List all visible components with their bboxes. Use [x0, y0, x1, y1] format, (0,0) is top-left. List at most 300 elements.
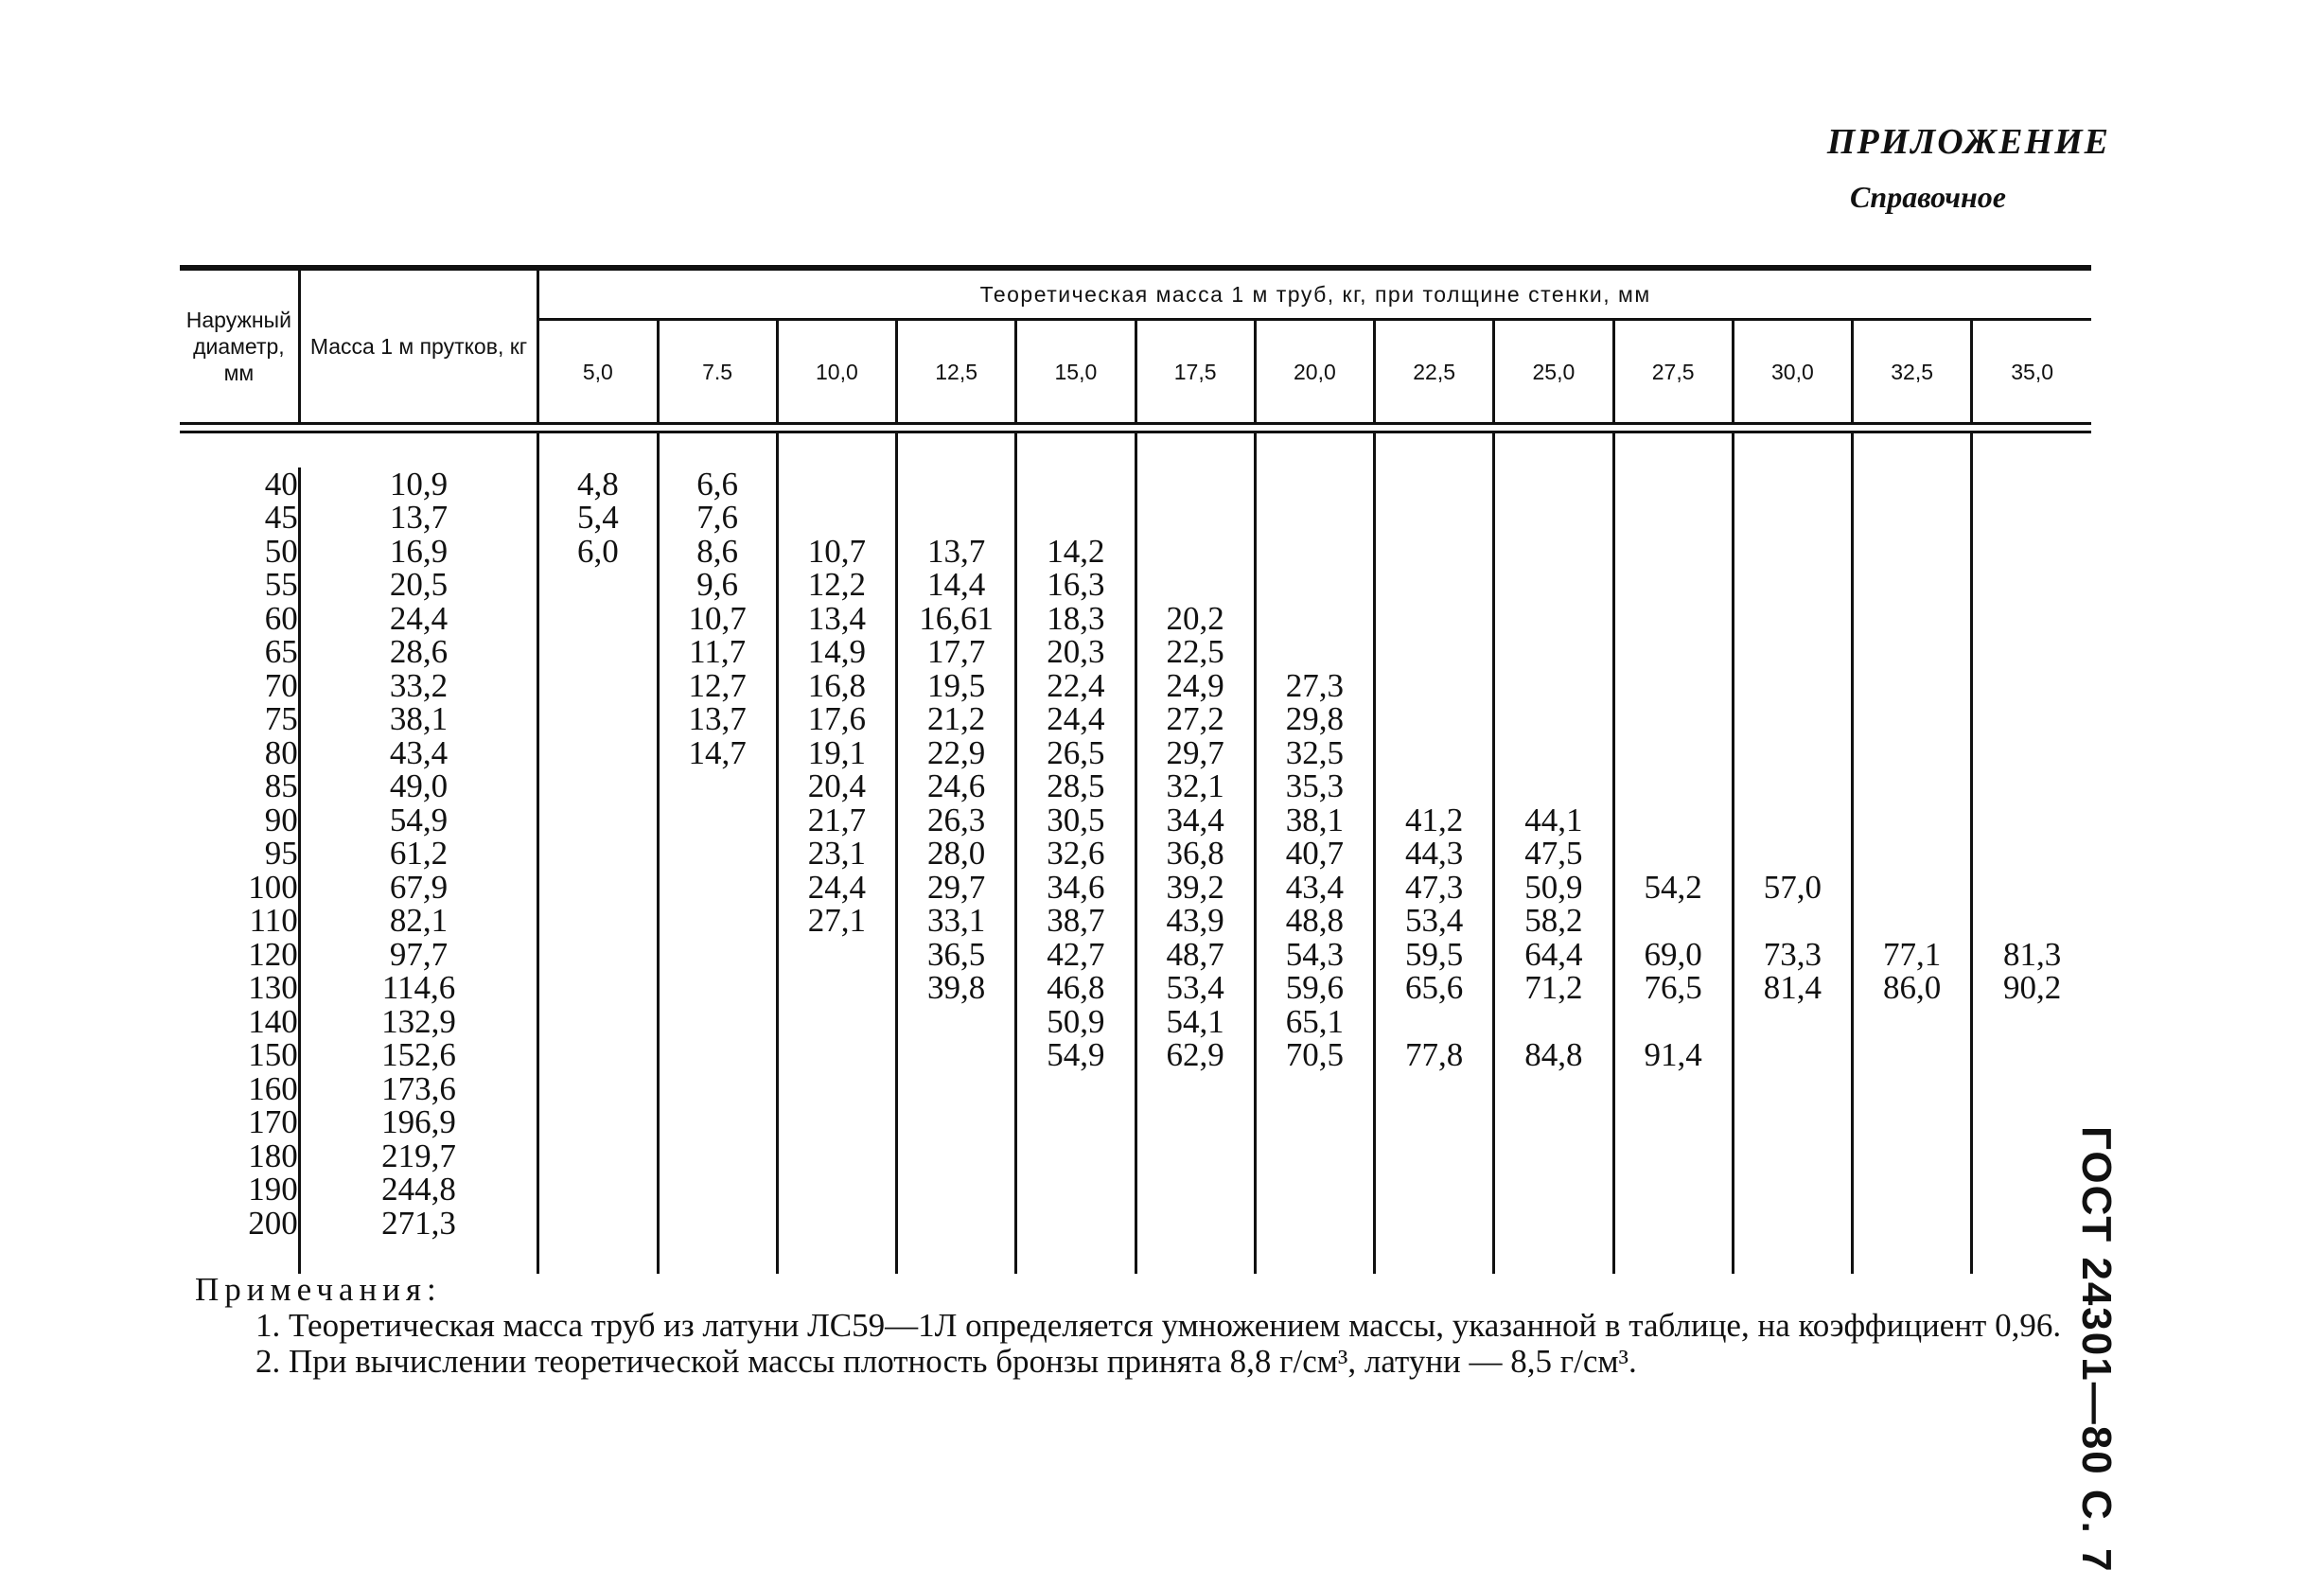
- cell-tube-mass: [1255, 602, 1374, 636]
- cell-tube-mass: 48,7: [1136, 938, 1255, 972]
- cell-tube-mass: [1853, 736, 1972, 770]
- cell-tube-mass: [1494, 736, 1613, 770]
- cell-tube-mass: [1494, 535, 1613, 569]
- cell-tube-mass: [1972, 702, 2091, 736]
- cell-tube-mass: [658, 769, 777, 803]
- cell-diameter: 150: [180, 1038, 299, 1072]
- cell-diameter: 190: [180, 1173, 299, 1207]
- cell-tube-mass: 28,5: [1016, 769, 1136, 803]
- table-row: [180, 535, 2091, 569]
- cell-tube-mass: [1613, 602, 1733, 636]
- cell-tube-mass: [658, 837, 777, 871]
- cell-tube-mass: 10,7: [658, 602, 777, 636]
- cell-tube-mass: 35,3: [1255, 769, 1374, 803]
- cell-tube-mass: [538, 568, 658, 602]
- cell-tube-mass: [1733, 736, 1852, 770]
- table-row: [180, 1139, 2091, 1173]
- cell-tube-mass: [1613, 837, 1733, 871]
- cell-tube-mass: [1494, 568, 1613, 602]
- cell-tube-mass: 70,5: [1255, 1038, 1374, 1072]
- cell-tube-mass: [1375, 702, 1494, 736]
- cell-tube-mass: [777, 1072, 896, 1106]
- cell-tube-mass: 65,6: [1375, 971, 1494, 1005]
- cell-tube-mass: 86,0: [1853, 971, 1972, 1005]
- cell-tube-mass: [538, 1105, 658, 1139]
- cell-tube-mass: [1375, 635, 1494, 669]
- table-row: [180, 702, 2091, 736]
- header-outer-diameter: Наружный диаметр, мм: [180, 271, 299, 424]
- cell-diameter: 140: [180, 1005, 299, 1039]
- cell-tube-mass: [1853, 1173, 1972, 1207]
- cell-tube-mass: [1853, 501, 1972, 535]
- cell-tube-mass: 14,2: [1016, 535, 1136, 569]
- cell-tube-mass: [1972, 635, 2091, 669]
- cell-tube-mass: [1494, 635, 1613, 669]
- cell-diameter: 85: [180, 769, 299, 803]
- cell-tube-mass: 54,3: [1255, 938, 1374, 972]
- cell-tube-mass: [1375, 1173, 1494, 1207]
- cell-tube-mass: [1613, 769, 1733, 803]
- cell-tube-mass: [1733, 1005, 1852, 1039]
- cell-tube-mass: 81,4: [1733, 971, 1852, 1005]
- cell-tube-mass: 16,3: [1016, 568, 1136, 602]
- cell-tube-mass: [777, 1038, 896, 1072]
- appendix-title: ПРИЛОЖЕНИЕ: [1826, 122, 2110, 162]
- cell-tube-mass: [658, 1005, 777, 1039]
- cell-tube-mass: 38,1: [1255, 803, 1374, 838]
- cell-tube-mass: 41,2: [1375, 803, 1494, 838]
- cell-tube-mass: [538, 971, 658, 1005]
- cell-rod-mass: 38,1: [299, 702, 538, 736]
- cell-tube-mass: [1375, 1139, 1494, 1173]
- cell-diameter: 70: [180, 669, 299, 703]
- cell-tube-mass: 65,1: [1255, 1005, 1374, 1039]
- note-item: 1. Теоретическая масса труб из латуни ЛС59—1Л определяется умножением массы, указанной в таблице, на коэффициент 0,96.: [255, 1307, 2062, 1344]
- cell-tube-mass: [1972, 467, 2091, 502]
- cell-diameter: 130: [180, 971, 299, 1005]
- cell-tube-mass: [658, 1072, 777, 1106]
- table-row: [180, 1072, 2091, 1106]
- cell-tube-mass: [538, 769, 658, 803]
- cell-tube-mass: 29,8: [1255, 702, 1374, 736]
- table-row: [180, 871, 2091, 905]
- cell-tube-mass: [1375, 467, 1494, 502]
- cell-tube-mass: [1494, 1105, 1613, 1139]
- cell-tube-mass: [1613, 501, 1733, 535]
- table-row: [180, 602, 2091, 636]
- cell-tube-mass: [1375, 769, 1494, 803]
- cell-tube-mass: [1136, 1173, 1255, 1207]
- cell-tube-mass: [1375, 1207, 1494, 1241]
- cell-diameter: 80: [180, 736, 299, 770]
- cell-tube-mass: 64,4: [1494, 938, 1613, 972]
- cell-tube-mass: 5,4: [538, 501, 658, 535]
- cell-tube-mass: [1972, 837, 2091, 871]
- cell-tube-mass: [897, 1005, 1016, 1039]
- cell-tube-mass: 27,3: [1255, 669, 1374, 703]
- cell-tube-mass: [1853, 1207, 1972, 1241]
- cell-tube-mass: 77,1: [1853, 938, 1972, 972]
- cell-tube-mass: [1972, 1072, 2091, 1106]
- cell-tube-mass: 12,2: [777, 568, 896, 602]
- cell-tube-mass: [1613, 736, 1733, 770]
- cell-tube-mass: [1016, 1072, 1136, 1106]
- cell-tube-mass: [658, 1139, 777, 1173]
- cell-tube-mass: 27,1: [777, 904, 896, 938]
- header-thickness: 25,0: [1494, 320, 1613, 424]
- cell-tube-mass: 21,7: [777, 803, 896, 838]
- cell-tube-mass: 19,1: [777, 736, 896, 770]
- cell-rod-mass: 43,4: [299, 736, 538, 770]
- table-row: [180, 1173, 2091, 1207]
- cell-tube-mass: [538, 938, 658, 972]
- cell-tube-mass: [538, 702, 658, 736]
- cell-tube-mass: [1613, 1207, 1733, 1241]
- cell-tube-mass: [538, 669, 658, 703]
- cell-tube-mass: 47,5: [1494, 837, 1613, 871]
- cell-tube-mass: [777, 971, 896, 1005]
- cell-tube-mass: [1972, 736, 2091, 770]
- cell-tube-mass: 91,4: [1613, 1038, 1733, 1072]
- table-row: [180, 568, 2091, 602]
- cell-tube-mass: [1375, 1105, 1494, 1139]
- table-row: [180, 736, 2091, 770]
- cell-diameter: 170: [180, 1105, 299, 1139]
- cell-tube-mass: 54,1: [1136, 1005, 1255, 1039]
- cell-tube-mass: 77,8: [1375, 1038, 1494, 1072]
- cell-tube-mass: [1613, 1105, 1733, 1139]
- cell-tube-mass: [1136, 535, 1255, 569]
- cell-tube-mass: 16,8: [777, 669, 896, 703]
- cell-tube-mass: [1255, 1105, 1374, 1139]
- cell-tube-mass: 6,0: [538, 535, 658, 569]
- cell-tube-mass: [658, 1105, 777, 1139]
- cell-tube-mass: [1613, 1173, 1733, 1207]
- cell-tube-mass: [658, 971, 777, 1005]
- cell-tube-mass: [1853, 1005, 1972, 1039]
- cell-tube-mass: [1853, 535, 1972, 569]
- cell-rod-mass: 61,2: [299, 837, 538, 871]
- cell-tube-mass: [658, 1207, 777, 1241]
- cell-tube-mass: 59,6: [1255, 971, 1374, 1005]
- cell-tube-mass: [1972, 568, 2091, 602]
- cell-tube-mass: 32,5: [1255, 736, 1374, 770]
- cell-tube-mass: [897, 1105, 1016, 1139]
- cell-tube-mass: [1613, 702, 1733, 736]
- header-thickness: 20,0: [1255, 320, 1374, 424]
- cell-tube-mass: [1853, 568, 1972, 602]
- cell-tube-mass: [1853, 635, 1972, 669]
- cell-tube-mass: 22,4: [1016, 669, 1136, 703]
- cell-tube-mass: [1613, 1072, 1733, 1106]
- cell-tube-mass: 29,7: [897, 871, 1016, 905]
- cell-tube-mass: [1613, 803, 1733, 838]
- cell-diameter: 95: [180, 837, 299, 871]
- header-rod-mass: Масса 1 м прутков, кг: [299, 271, 538, 424]
- cell-tube-mass: 54,9: [1016, 1038, 1136, 1072]
- cell-tube-mass: 76,5: [1613, 971, 1733, 1005]
- cell-tube-mass: [1255, 1207, 1374, 1241]
- document-code: ГОСТ 24301—80 С. 7: [2073, 1126, 2120, 1574]
- cell-tube-mass: [1853, 1072, 1972, 1106]
- cell-tube-mass: [1733, 501, 1852, 535]
- cell-tube-mass: 19,5: [897, 669, 1016, 703]
- cell-diameter: 75: [180, 702, 299, 736]
- cell-tube-mass: [538, 837, 658, 871]
- cell-tube-mass: [777, 1105, 896, 1139]
- cell-tube-mass: [1733, 1038, 1852, 1072]
- cell-tube-mass: [1255, 467, 1374, 502]
- cell-tube-mass: [777, 467, 896, 502]
- cell-tube-mass: [1733, 769, 1852, 803]
- cell-tube-mass: 12,7: [658, 669, 777, 703]
- cell-tube-mass: [1853, 1139, 1972, 1173]
- cell-tube-mass: [897, 1207, 1016, 1241]
- cell-tube-mass: 20,4: [777, 769, 896, 803]
- cell-tube-mass: [777, 501, 896, 535]
- cell-tube-mass: [1494, 602, 1613, 636]
- cell-rod-mass: 10,9: [299, 467, 538, 502]
- cell-tube-mass: 32,6: [1016, 837, 1136, 871]
- cell-tube-mass: [1494, 467, 1613, 502]
- header-tube-mass-group: Теоретическая масса 1 м труб, кг, при толщине стенки, мм: [538, 271, 2091, 320]
- cell-tube-mass: 17,7: [897, 635, 1016, 669]
- cell-tube-mass: [897, 1139, 1016, 1173]
- cell-tube-mass: 24,4: [1016, 702, 1136, 736]
- cell-tube-mass: [1972, 1105, 2091, 1139]
- cell-tube-mass: 90,2: [2003, 969, 2062, 1006]
- cell-tube-mass: [1972, 1139, 2091, 1173]
- cell-tube-mass: [538, 1072, 658, 1106]
- cell-rod-mass: 82,1: [299, 904, 538, 938]
- cell-tube-mass: [1613, 904, 1733, 938]
- cell-tube-mass: [1136, 1105, 1255, 1139]
- cell-tube-mass: [658, 938, 777, 972]
- cell-tube-mass: 27,2: [1136, 702, 1255, 736]
- cell-tube-mass: 22,9: [897, 736, 1016, 770]
- table-row: [180, 1207, 2091, 1241]
- cell-tube-mass: 33,1: [897, 904, 1016, 938]
- table-row: [180, 1038, 2091, 1072]
- cell-tube-mass: [897, 501, 1016, 535]
- header-thickness: 7.5: [658, 320, 777, 424]
- cell-rod-mass: 114,6: [299, 971, 538, 1005]
- cell-tube-mass: 44,1: [1494, 803, 1613, 838]
- cell-tube-mass: [1375, 535, 1494, 569]
- cell-rod-mass: 152,6: [299, 1038, 538, 1072]
- cell-tube-mass: [1733, 669, 1852, 703]
- cell-tube-mass: [1613, 1139, 1733, 1173]
- cell-tube-mass: 38,7: [1016, 904, 1136, 938]
- cell-tube-mass: [658, 904, 777, 938]
- cell-rod-mass: 16,9: [299, 535, 538, 569]
- cell-tube-mass: 46,8: [1016, 971, 1136, 1005]
- cell-tube-mass: 69,0: [1613, 938, 1733, 972]
- cell-tube-mass: [1613, 1005, 1733, 1039]
- cell-tube-mass: 17,6: [777, 702, 896, 736]
- cell-tube-mass: 40,7: [1255, 837, 1374, 871]
- cell-tube-mass: 50,9: [1016, 1005, 1136, 1039]
- cell-tube-mass: [1255, 1173, 1374, 1207]
- cell-tube-mass: [1972, 1207, 2091, 1241]
- cell-tube-mass: [658, 871, 777, 905]
- cell-tube-mass: [1016, 1139, 1136, 1173]
- cell-tube-mass: 81,3: [2003, 935, 2062, 973]
- cell-tube-mass: [538, 1005, 658, 1039]
- cell-tube-mass: 58,2: [1494, 904, 1613, 938]
- cell-tube-mass: 73,3: [1733, 938, 1852, 972]
- cell-tube-mass: [1733, 702, 1852, 736]
- cell-tube-mass: 20,2: [1136, 602, 1255, 636]
- cell-tube-mass: [1853, 669, 1972, 703]
- cell-tube-mass: [1136, 501, 1255, 535]
- cell-tube-mass: [1016, 1207, 1136, 1241]
- cell-tube-mass: [1733, 1139, 1852, 1173]
- header-thickness: 32,5: [1853, 320, 1972, 424]
- cell-tube-mass: 10,7: [777, 535, 896, 569]
- cell-tube-mass: 13,4: [777, 602, 896, 636]
- header-thickness: 27,5: [1613, 320, 1733, 424]
- cell-tube-mass: [1494, 702, 1613, 736]
- cell-tube-mass: [1733, 635, 1852, 669]
- table-row: [180, 1105, 2091, 1139]
- cell-tube-mass: [1255, 501, 1374, 535]
- cell-rod-mass: 196,9: [299, 1105, 538, 1139]
- cell-tube-mass: [538, 871, 658, 905]
- cell-tube-mass: 43,9: [1136, 904, 1255, 938]
- cell-tube-mass: 18,3: [1016, 602, 1136, 636]
- header-thickness: 15,0: [1016, 320, 1136, 424]
- header-thickness: 30,0: [1733, 320, 1852, 424]
- cell-tube-mass: 21,2: [897, 702, 1016, 736]
- cell-tube-mass: [1375, 1005, 1494, 1039]
- cell-tube-mass: [1853, 467, 1972, 502]
- cell-tube-mass: [777, 938, 896, 972]
- cell-tube-mass: [897, 467, 1016, 502]
- cell-rod-mass: 20,5: [299, 568, 538, 602]
- cell-tube-mass: 14,7: [658, 736, 777, 770]
- cell-tube-mass: [897, 1072, 1016, 1106]
- cell-tube-mass: [658, 1038, 777, 1072]
- cell-diameter: 200: [180, 1207, 299, 1241]
- cell-tube-mass: [1136, 1139, 1255, 1173]
- cell-tube-mass: [1613, 467, 1733, 502]
- cell-tube-mass: [1613, 669, 1733, 703]
- cell-tube-mass: [1733, 1072, 1852, 1106]
- cell-tube-mass: 23,1: [777, 837, 896, 871]
- cell-tube-mass: [1494, 1072, 1613, 1106]
- table-row: [180, 467, 2091, 502]
- cell-tube-mass: 16,61: [897, 602, 1016, 636]
- cell-tube-mass: 34,6: [1016, 871, 1136, 905]
- cell-tube-mass: [538, 1207, 658, 1241]
- cell-tube-mass: 14,9: [777, 635, 896, 669]
- cell-tube-mass: 53,4: [1136, 971, 1255, 1005]
- cell-tube-mass: [1136, 1207, 1255, 1241]
- cell-tube-mass: [1972, 1173, 2091, 1207]
- cell-tube-mass: 26,5: [1016, 736, 1136, 770]
- cell-tube-mass: 29,7: [1136, 736, 1255, 770]
- cell-tube-mass: [538, 904, 658, 938]
- cell-tube-mass: [1255, 635, 1374, 669]
- cell-tube-mass: [1613, 535, 1733, 569]
- cell-tube-mass: [1494, 501, 1613, 535]
- cell-tube-mass: [1733, 1105, 1852, 1139]
- cell-tube-mass: [1613, 568, 1733, 602]
- cell-tube-mass: 50,9: [1494, 871, 1613, 905]
- table-row: [180, 1005, 2091, 1039]
- cell-diameter: 40: [180, 467, 299, 502]
- cell-rod-mass: 49,0: [299, 769, 538, 803]
- cell-tube-mass: [1972, 501, 2091, 535]
- cell-tube-mass: [1972, 1038, 2091, 1072]
- cell-rod-mass: 28,6: [299, 635, 538, 669]
- cell-tube-mass: [1255, 1139, 1374, 1173]
- table-row: [180, 904, 2091, 938]
- cell-tube-mass: [1733, 837, 1852, 871]
- cell-tube-mass: 6,6: [658, 467, 777, 502]
- header-thickness: 35,0: [2011, 359, 2053, 384]
- note-item: 2. При вычислении теоретической массы плотность бронзы принята 8,8 г/см³, латуни — 8,5 г/см³.: [255, 1343, 1637, 1380]
- cell-diameter: 55: [180, 568, 299, 602]
- cell-diameter: 100: [180, 871, 299, 905]
- cell-tube-mass: 39,8: [897, 971, 1016, 1005]
- cell-tube-mass: [1375, 602, 1494, 636]
- cell-tube-mass: 44,3: [1375, 837, 1494, 871]
- cell-tube-mass: [897, 1038, 1016, 1072]
- cell-tube-mass: [1494, 1173, 1613, 1207]
- cell-tube-mass: [1972, 602, 2091, 636]
- cell-tube-mass: [1136, 1072, 1255, 1106]
- cell-tube-mass: 26,3: [897, 803, 1016, 838]
- cell-tube-mass: 54,2: [1613, 871, 1733, 905]
- table-row: [180, 669, 2091, 703]
- cell-tube-mass: [1016, 1105, 1136, 1139]
- cell-rod-mass: 173,6: [299, 1072, 538, 1106]
- cell-tube-mass: [1494, 1139, 1613, 1173]
- cell-tube-mass: 7,6: [658, 501, 777, 535]
- cell-tube-mass: [1255, 1072, 1374, 1106]
- cell-tube-mass: 43,4: [1255, 871, 1374, 905]
- cell-tube-mass: [777, 1005, 896, 1039]
- mass-table-area: [180, 265, 2091, 1240]
- cell-tube-mass: [777, 1139, 896, 1173]
- cell-tube-mass: [1375, 501, 1494, 535]
- cell-rod-mass: 271,3: [299, 1207, 538, 1241]
- cell-tube-mass: 22,5: [1136, 635, 1255, 669]
- cell-tube-mass: [1972, 535, 2091, 569]
- cell-tube-mass: [658, 803, 777, 838]
- cell-tube-mass: [1733, 568, 1852, 602]
- cell-tube-mass: [538, 1038, 658, 1072]
- cell-diameter: 45: [180, 501, 299, 535]
- cell-rod-mass: 132,9: [299, 1005, 538, 1039]
- cell-tube-mass: 34,4: [1136, 803, 1255, 838]
- cell-tube-mass: 36,8: [1136, 837, 1255, 871]
- cell-diameter: 90: [180, 803, 299, 838]
- cell-tube-mass: [538, 602, 658, 636]
- cell-tube-mass: [1016, 501, 1136, 535]
- cell-tube-mass: 71,2: [1494, 971, 1613, 1005]
- cell-tube-mass: 32,1: [1136, 769, 1255, 803]
- cell-tube-mass: [1016, 1173, 1136, 1207]
- cell-tube-mass: [1494, 769, 1613, 803]
- cell-rod-mass: 67,9: [299, 871, 538, 905]
- cell-tube-mass: 9,6: [658, 568, 777, 602]
- header-thickness: 12,5: [897, 320, 1016, 424]
- cell-tube-mass: [1853, 769, 1972, 803]
- cell-tube-mass: [1972, 871, 2091, 905]
